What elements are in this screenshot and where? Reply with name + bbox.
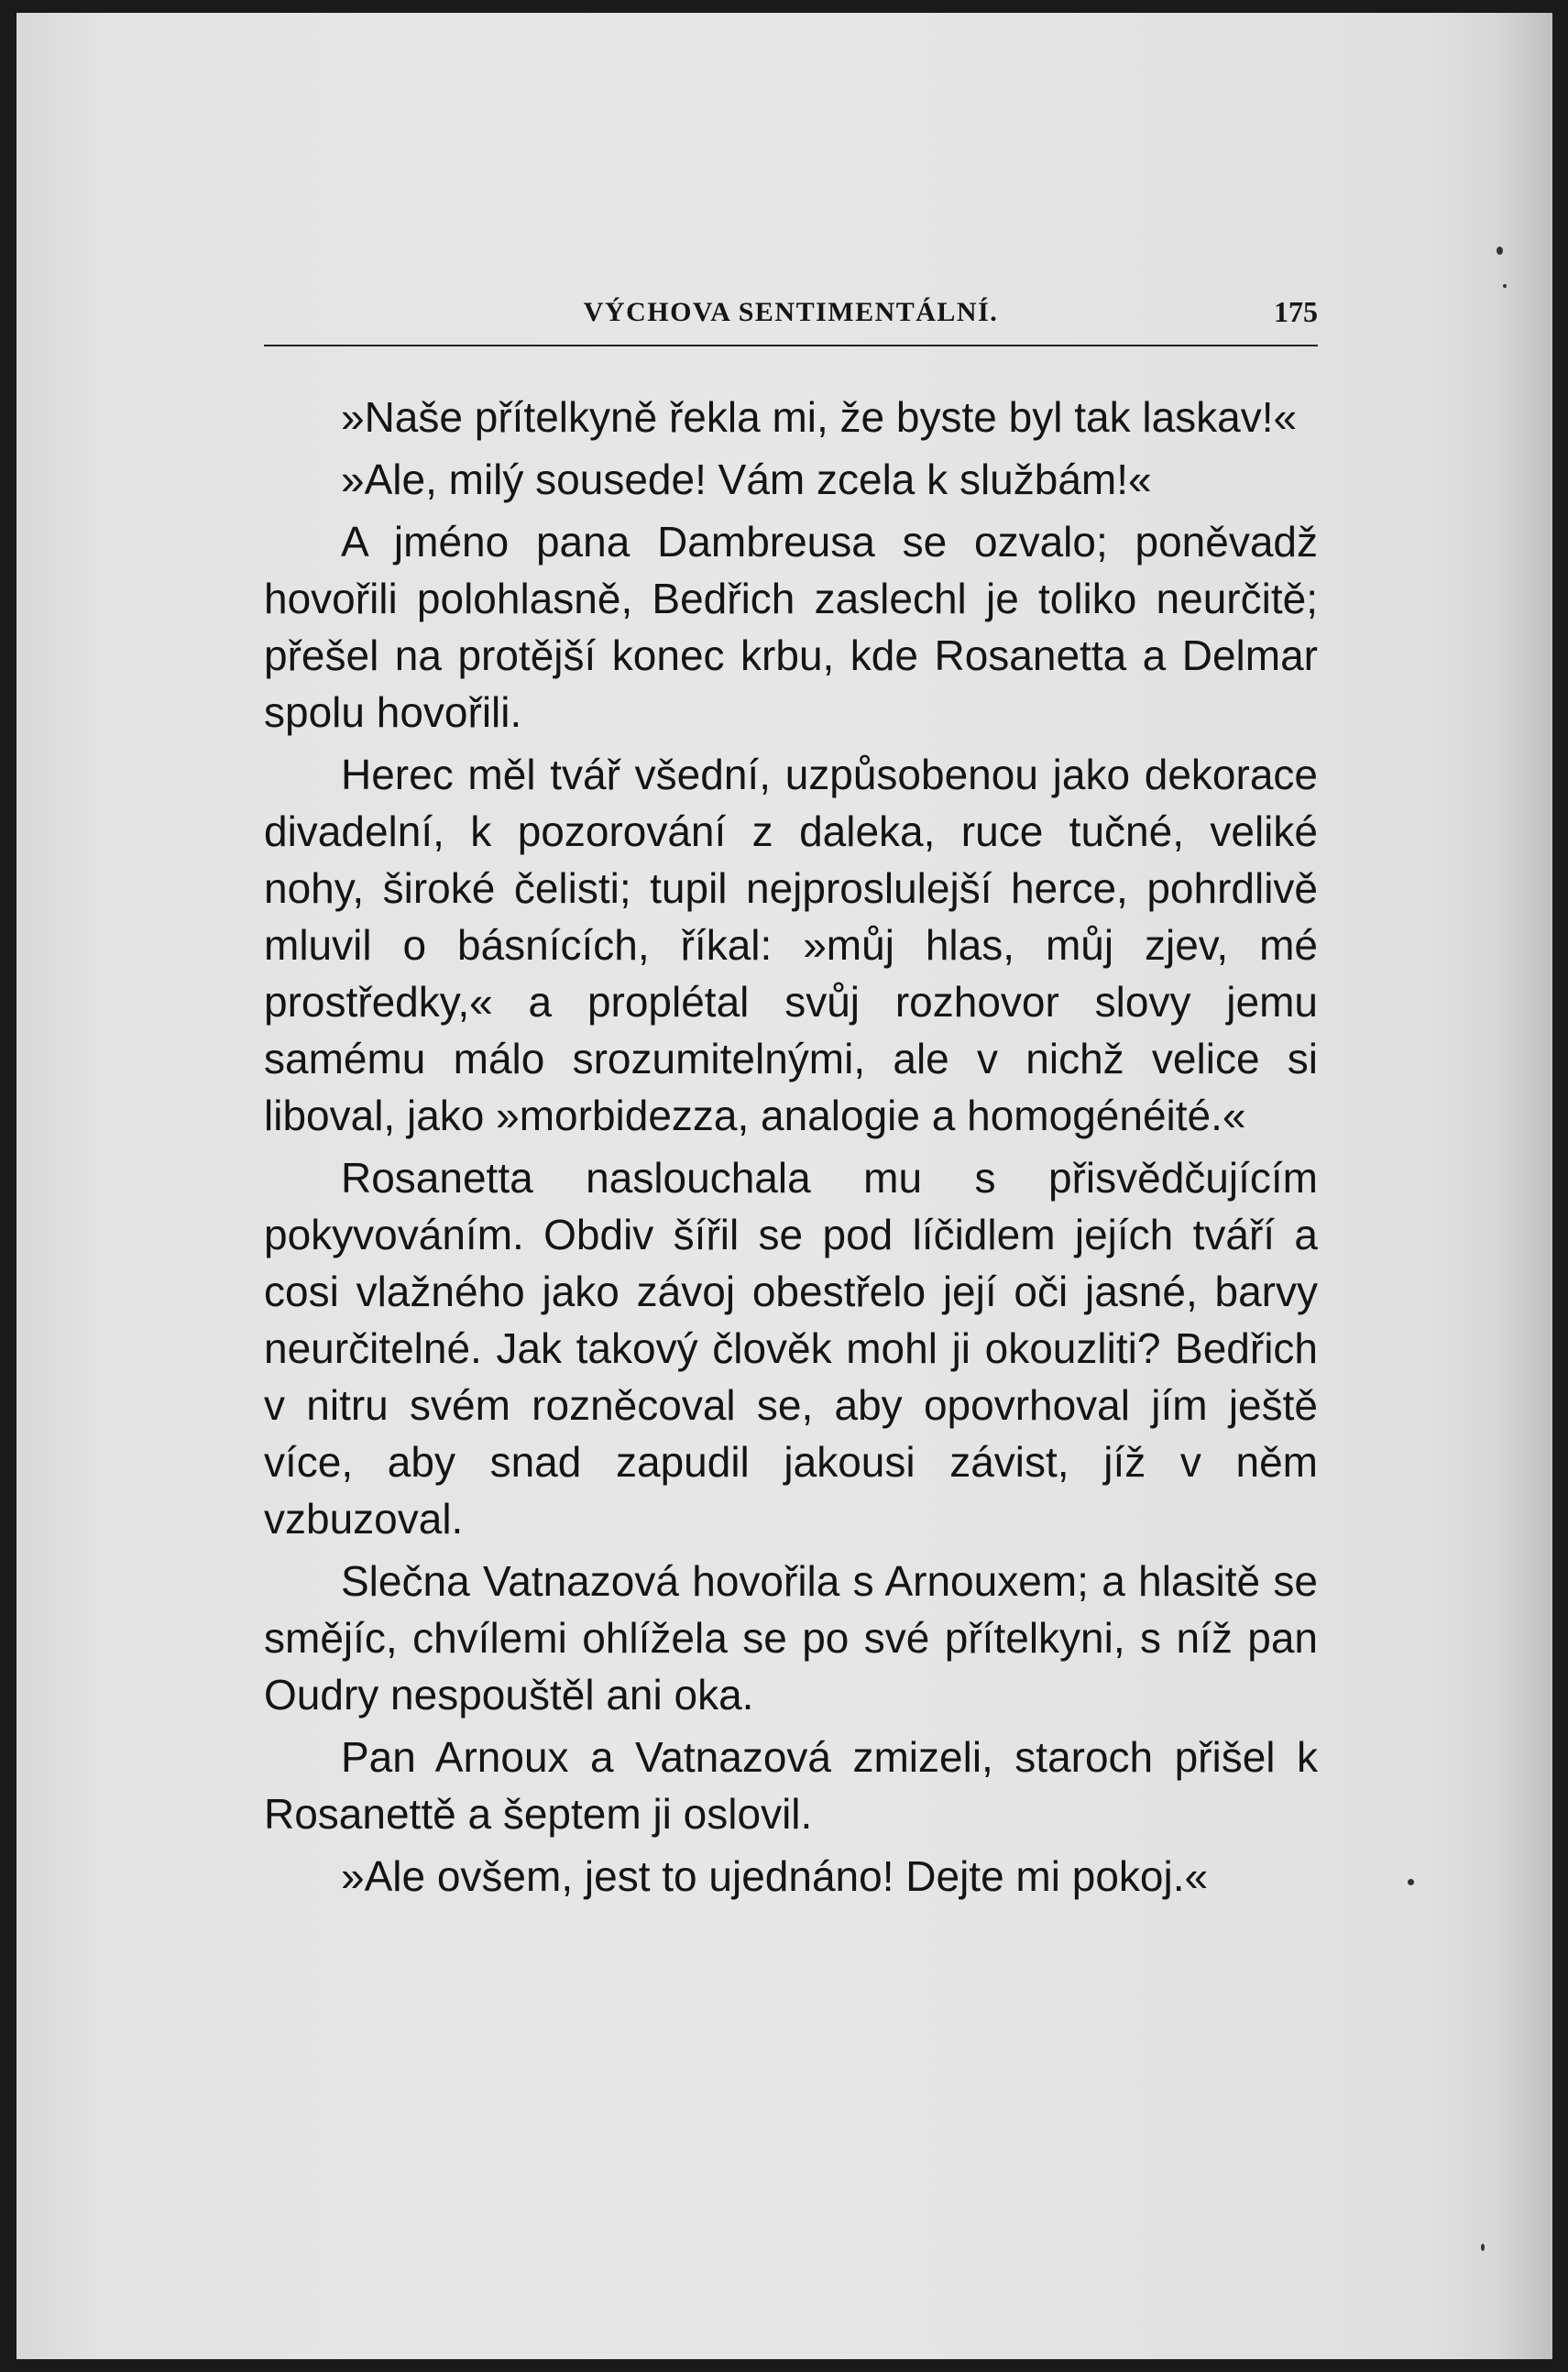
running-title: VÝCHOVA SENTIMENTÁLNÍ. bbox=[583, 297, 999, 327]
paragraph: »Ale ovšem, jest to ujednáno! Dejte mi pokoj.« bbox=[341, 1852, 1209, 1900]
paragraph: »Naše přítelkyně řekla mi, že byste byl tak laskav!« bbox=[341, 393, 1298, 441]
paragraph: Slečna Vatnazová hovořila s Arnouxem; a hlasitě se smějíc, chvílemi ohlížela se po své přítelkyni, s níž pan Oudry nespouštěl ani oka. bbox=[264, 1557, 1318, 1719]
paragraph: »Ale, milý sousede! Vám zcela k službám!« bbox=[341, 456, 1152, 503]
paragraph: Pan Arnoux a Vatnazová zmizeli, staroch přišel k Rosanettě a šeptem ji oslovil. bbox=[264, 1733, 1318, 1838]
page-edge-shadow bbox=[1497, 13, 1552, 2359]
page-number: 175 bbox=[1274, 295, 1318, 328]
paragraph: A jméno pana Dambreusa se ozvalo; poněvadž hovořili polohlasně, Bedřich zaslechl je toliko neurčitě; přešel na protější konec krbu, kde Rosanetta a Delmar spolu hovořili. bbox=[264, 518, 1318, 736]
dust-speck bbox=[1481, 2244, 1485, 2251]
book-page bbox=[16, 13, 1552, 2359]
dust-speck bbox=[1503, 284, 1507, 288]
body-text bbox=[264, 389, 1318, 1910]
running-head bbox=[264, 288, 1318, 346]
paragraph: Herec měl tvář všední, uzpůsobenou jako dekorace divadelní, k pozorování z daleka, ruce tučné, veliké nohy, široké čelisti; tupil nejproslulejší herce, pohrdlivě mluvil o básnících, říkal: »můj hlas, můj zjev, mé prostředky,« a proplétal svůj rozhovor slovy jemu samému málo srozumitelnými, ale v nichž velice si liboval, jako »morbidezza, analogie a homogénéité.« bbox=[264, 751, 1318, 1139]
dust-speck bbox=[1408, 1879, 1414, 1885]
dust-speck bbox=[1497, 247, 1503, 255]
paragraph: Rosanetta naslouchala mu s přisvědčujícím pokyvováním. Obdiv šířil se pod líčidlem jejích tváří a cosi vlažného jako závoj obestřelo její oči jasné, barvy neurčitelné. Jak takový člověk mohl ji okouzliti? Bedřich v nitru svém rozněcoval se, aby opovrhoval jím ještě více, aby snad zapudil jakousi závist, jíž v něm vzbuzoval. bbox=[264, 1154, 1318, 1543]
